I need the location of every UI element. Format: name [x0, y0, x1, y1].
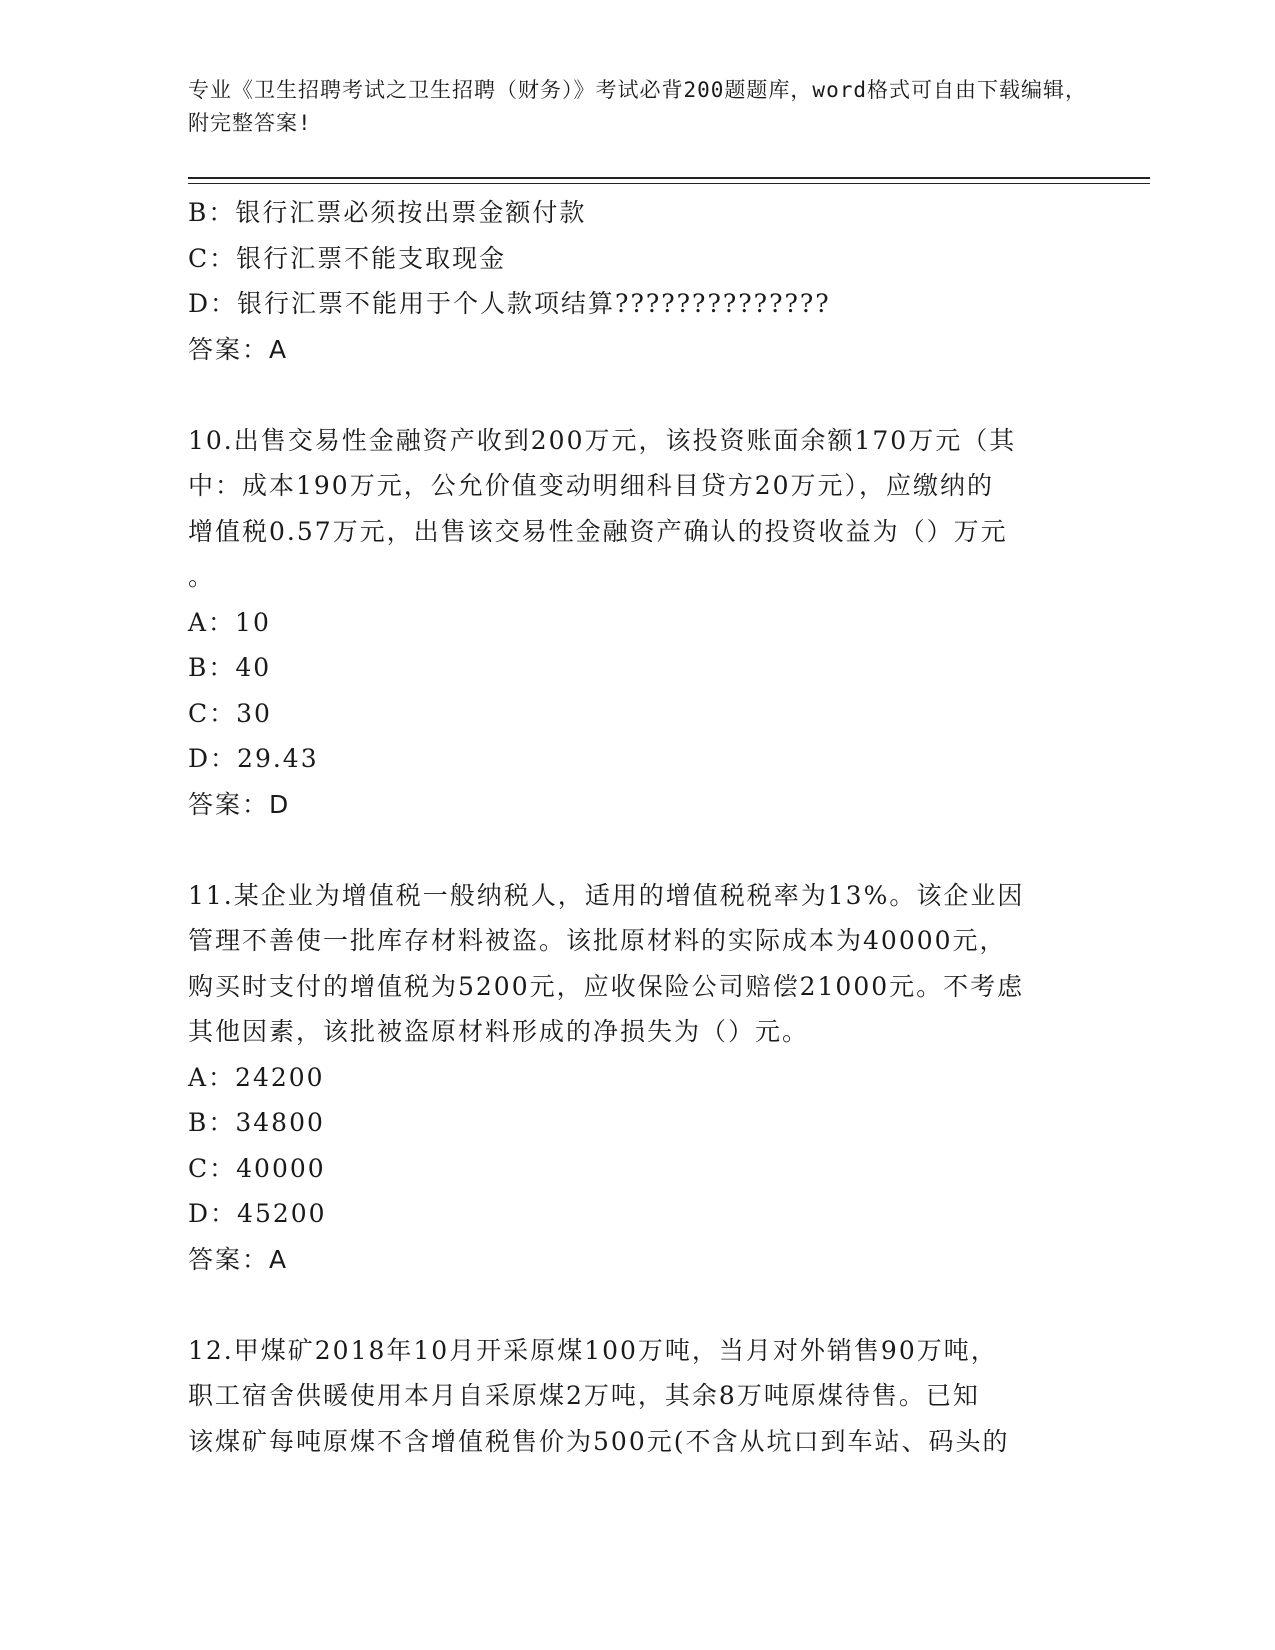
question-10-answer: 答案：D [188, 789, 291, 819]
question-9-answer: 答案：A [188, 334, 289, 364]
question-content [188, 190, 1078, 1464]
option-c: C：40000 [188, 1153, 326, 1183]
question-9-options [188, 190, 1078, 327]
question-11-stem [188, 873, 1078, 1055]
option-b: B：40 [188, 653, 272, 682]
document-header-title: 专业《卫生招聘考试之卫生招聘（财务）》考试必背200题题库，word格式可自由下载编辑，附完整答案! [188, 78, 1087, 135]
header-divider-thick [188, 177, 1150, 179]
question-11-line: 购买时支付的增值税为5200元，应收保险公司赔偿21000元。不考虑 [188, 971, 1025, 1001]
option-c: C：30 [188, 698, 272, 728]
spacer [188, 372, 1078, 418]
question-11-answer: 答案：A [188, 1244, 289, 1274]
question-12-line: 职工宿舍供暖使用本月自采原煤2万吨，其余8万吨原煤待售。已知 [188, 1381, 980, 1410]
question-10-stem [188, 418, 1078, 600]
question-12-line: 12.甲煤矿2018年10月开采原煤100万吨，当月对外销售90万吨， [188, 1335, 998, 1365]
option-d: D：45200 [188, 1199, 327, 1228]
question-12-line: 该煤矿每吨原煤不含增值税售价为500元(不含从坑口到车站、码头的 [188, 1426, 1010, 1456]
spacer [188, 827, 1078, 873]
option-a: A：10 [188, 607, 271, 637]
question-10-line: 中：成本190万元，公允价值变动明细科目贷方20万元），应缴纳的 [188, 471, 995, 500]
spacer [188, 1282, 1078, 1328]
option-a: A：24200 [188, 1062, 325, 1092]
question-11-options [188, 1055, 1078, 1237]
question-10-line: 增值税0.57万元，出售该交易性金融资产确认的投资收益为（）万元 [188, 516, 1008, 546]
question-10-options [188, 600, 1078, 782]
question-11-line: 管理不善使一批库存材料被盗。该批原材料的实际成本为40000元， [188, 926, 1007, 955]
header-divider-thin [188, 183, 1150, 184]
option-b: B：银行汇票必须按出票金额付款 [188, 198, 587, 227]
option-d: D：29.43 [188, 744, 319, 773]
question-11-line: 其他因素，该批被盗原材料形成的净损失为（）元。 [188, 1017, 810, 1046]
option-d: D：银行汇票不能用于个人款项结算?????????????? [188, 289, 831, 318]
question-11-line: 11.某企业为增值税一般纳税人，适用的增值税税率为13%。该企业因 [188, 880, 1025, 910]
question-10-line: 。 [188, 562, 216, 591]
question-12-stem [188, 1328, 1078, 1465]
option-b: B：34800 [188, 1108, 325, 1137]
question-10-line: 10.出售交易性金融资产收到200万元，该投资账面余额170万元（其 [188, 425, 1017, 455]
option-c: C：银行汇票不能支取现金 [188, 243, 507, 273]
